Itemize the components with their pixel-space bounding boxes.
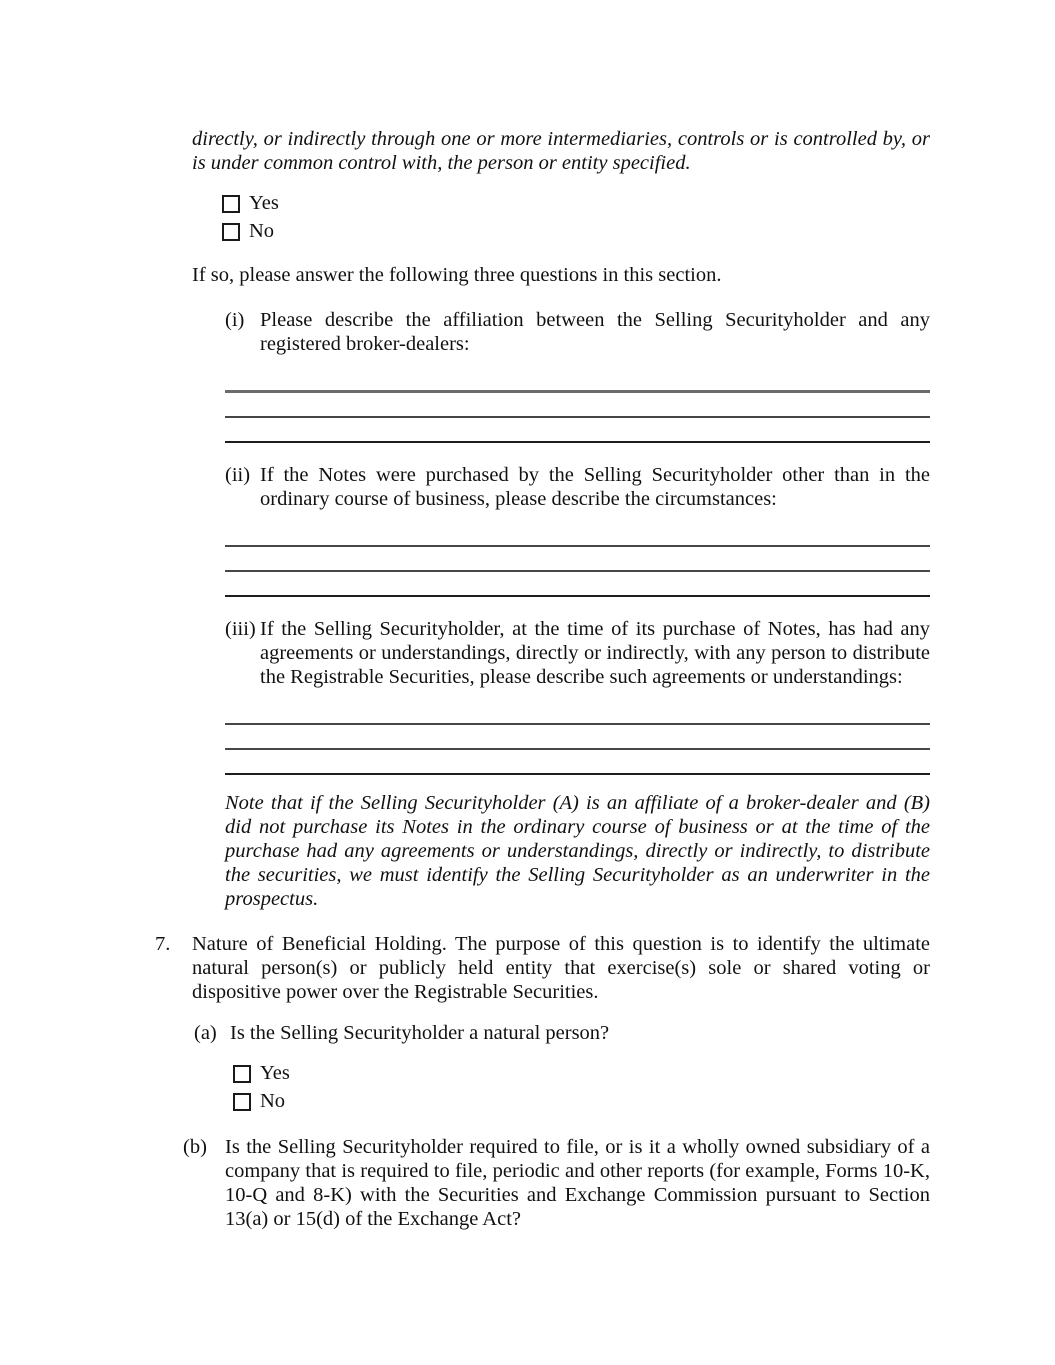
answer-line[interactable] <box>225 545 930 547</box>
question-ii-text: If the Notes were purchased by the Selling Securityholder other than in the ordinary course of business, please describe the circumstances: <box>260 463 930 510</box>
item-7b <box>183 1136 930 1232</box>
checkbox-row-no <box>222 218 930 246</box>
question-iii-answer-area <box>225 723 930 775</box>
checkbox-row-no <box>233 1088 930 1116</box>
yes-label: Yes <box>249 191 279 214</box>
question-ii <box>225 464 930 512</box>
answer-line[interactable] <box>225 570 930 572</box>
yes-label: Yes <box>260 1061 290 1084</box>
answer-line[interactable] <box>225 416 930 418</box>
item-7a <box>194 1022 930 1046</box>
yes-checkbox[interactable] <box>233 1065 251 1083</box>
answer-line[interactable] <box>225 773 930 775</box>
question-i <box>225 309 930 357</box>
question-i-answer-area <box>225 390 930 443</box>
checkbox-row-yes <box>222 190 930 218</box>
underwriter-note: Note that if the Selling Securityholder (A) is an affiliate of a broker-dealer and (B) did not purchase its Notes in the ordinary course of business or at the time of the purchase had any agreements or understandings, directly or indirectly, to distribute the securities, we must identify the Selling Securityholder as an underwriter in the prospectus. <box>225 791 930 910</box>
item-7b-text: Is the Selling Securityholder required to file, or is it a wholly owned subsidiary of a company that is required to file, periodic and other reports (for example, Forms 10-K, 10-Q and 8-K) with the Securities and Exchange Commission pursuant to Section 13(a) or 15(d) of the Exchange Act? <box>225 1135 930 1230</box>
answer-line[interactable] <box>225 723 930 725</box>
no-checkbox[interactable] <box>233 1093 251 1111</box>
question-ii-number: (ii) <box>225 463 251 486</box>
question-ii-answer-area <box>225 545 930 597</box>
natural-person-yes-no-group <box>233 1060 930 1116</box>
answer-line[interactable] <box>225 390 930 393</box>
item-7a-text: Is the Selling Securityholder a natural person? <box>230 1021 610 1044</box>
if-so-instruction: If so, please answer the following three questions in this section. <box>192 263 722 286</box>
question-iii-text: If the Selling Securityholder, at the time of its purchase of Notes, has had any agreements or understandings, directly or indirectly, with any person to distribute the Registrable Securities, please describe such agreements or understandings: <box>260 617 930 688</box>
answer-line[interactable] <box>225 748 930 750</box>
intro-paragraph: directly, or indirectly through one or more intermediaries, controls or is controlled by, or is under common control with, the person or entity specified. <box>192 128 930 174</box>
page-content <box>155 128 930 1232</box>
no-label: No <box>260 1089 286 1112</box>
item-7-number: 7. <box>155 932 171 955</box>
question-i-text: Please describe the affiliation between the Selling Securityholder and any registered broker-dealers: <box>260 308 930 355</box>
answer-line[interactable] <box>225 595 930 597</box>
yes-checkbox[interactable] <box>222 195 240 213</box>
checkbox-row-yes <box>233 1060 930 1088</box>
item-7b-number: (b) <box>183 1135 207 1158</box>
item-7 <box>155 933 930 1005</box>
answer-line[interactable] <box>225 441 930 443</box>
question-i-number: (i) <box>225 308 245 331</box>
question-iii <box>225 618 930 690</box>
no-label: No <box>249 219 275 242</box>
question-iii-number: (iii) <box>225 617 256 640</box>
item-7a-number: (a) <box>194 1021 217 1044</box>
affiliate-yes-no-group <box>222 190 930 246</box>
item-7-text: Nature of Beneficial Holding. The purpose of this question is to identify the ultimate natural person(s) or publicly held entity that exercise(s) sole or shared voting or dispositive power over the Registrable Securities. <box>192 932 930 1003</box>
no-checkbox[interactable] <box>222 223 240 241</box>
